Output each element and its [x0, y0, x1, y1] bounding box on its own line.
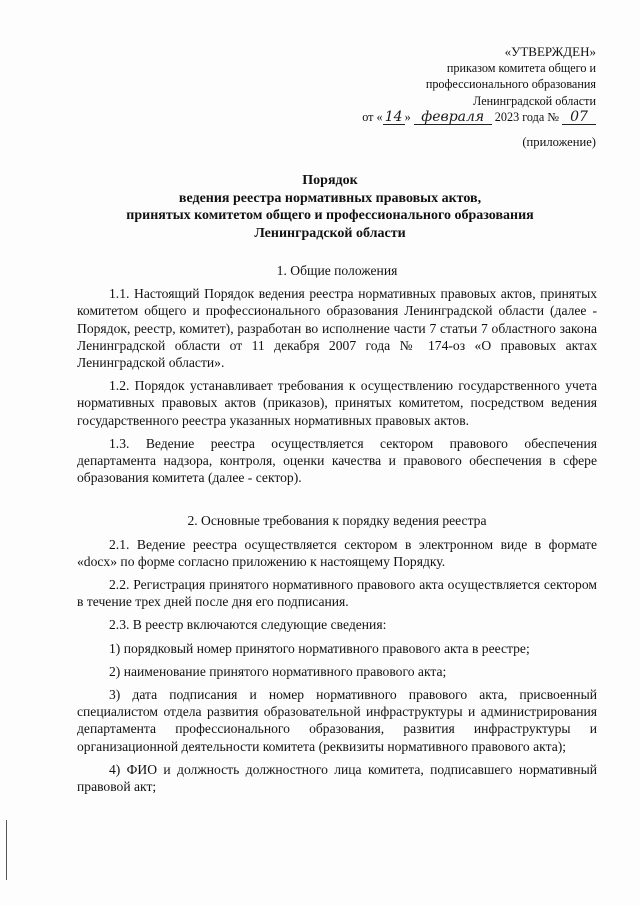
list-item-4: 4) ФИО и должность должностного лица комитета, подписавшего нормативный правовой акт;	[77, 761, 597, 795]
document-title	[60, 172, 600, 242]
date-mid: »	[404, 109, 414, 124]
date-prefix: от «	[362, 109, 383, 124]
paragraph-1-3: 1.3. Ведение реестра осуществляется сектором правового обеспечения департамента надзора, контроля, оценки качества и правового обеспечения в сфере образования комитета (далее - сектор).	[77, 435, 597, 486]
section-1-heading: 1. Общие положения	[276, 263, 398, 278]
list-item-1: 1) порядковый номер принятого нормативного правового акта в реестре;	[109, 640, 530, 656]
title-line-4: Ленинградской области	[254, 225, 406, 241]
document-body	[77, 262, 597, 795]
appendix-note: (приложение)	[522, 135, 596, 149]
handwritten-day: 14	[383, 110, 405, 125]
approval-date-line	[316, 109, 596, 125]
title-line-1: Порядок	[302, 173, 358, 188]
approval-block	[316, 44, 596, 125]
paragraph-2-2: 2.2. Регистрация принятого нормативного правового акта осуществляется сектором в течение трех дней после дня его подписания.	[77, 577, 597, 610]
paragraph-2-1: 2.1. Ведение реестра осуществляется сектором в электронном виде в формате «docx» по форме согласно приложению к настоящему Порядку.	[77, 536, 597, 569]
approval-line-3: Ленинградской области	[473, 93, 596, 108]
approval-line-1: приказом комитета общего и	[446, 61, 596, 76]
paragraph-1-1: 1.1. Настоящий Порядок ведения реестра нормативных правовых актов, принятых комитетом общего и профессионального образования Ленинградской области (далее - Порядок, реестр, комитет), разработан во исполнение части 7 статьи 7 областного закона Ленинградской области от 11 декабря 2007 года № 174-оз «О правовых актах Ленинградской области».	[77, 286, 597, 371]
approval-line-2: профессионального образования	[425, 77, 596, 92]
title-line-3: принятых комитетом общего и профессионального образования	[126, 208, 534, 223]
list-item-2: 2) наименование принятого нормативного правового акта;	[109, 663, 447, 679]
list-item-3: 3) дата подписания и номер нормативного правового акта, присвоенный специалистом отдела развития образовательной инфраструктуры и администрирования департамента профессионального образования, развития инфраструктуры и организационной деятельности комитета (реквизиты нормативного правового акта);	[77, 687, 597, 754]
paragraph-1-2: 1.2. Порядок устанавливает требования к осуществлению государственного учета нормативных правовых актов (приказов), принятых комитетом, посредством ведения государственного реестра указанных нормативных правовых актов.	[77, 378, 597, 428]
section-2-heading: 2. Основные требования к порядку ведения реестра	[187, 513, 487, 529]
handwritten-number: 07	[562, 110, 596, 125]
paragraph-2-3: 2.3. В реестр включаются следующие сведения:	[109, 617, 387, 633]
approval-stamp: «УТВЕРЖДЕН»	[504, 44, 596, 59]
scan-margin-line	[6, 820, 7, 880]
date-year: 2023 года №	[491, 109, 562, 124]
handwritten-month: февраля	[414, 110, 492, 125]
title-line-2: ведения реестра нормативных правовых актов,	[178, 190, 482, 206]
